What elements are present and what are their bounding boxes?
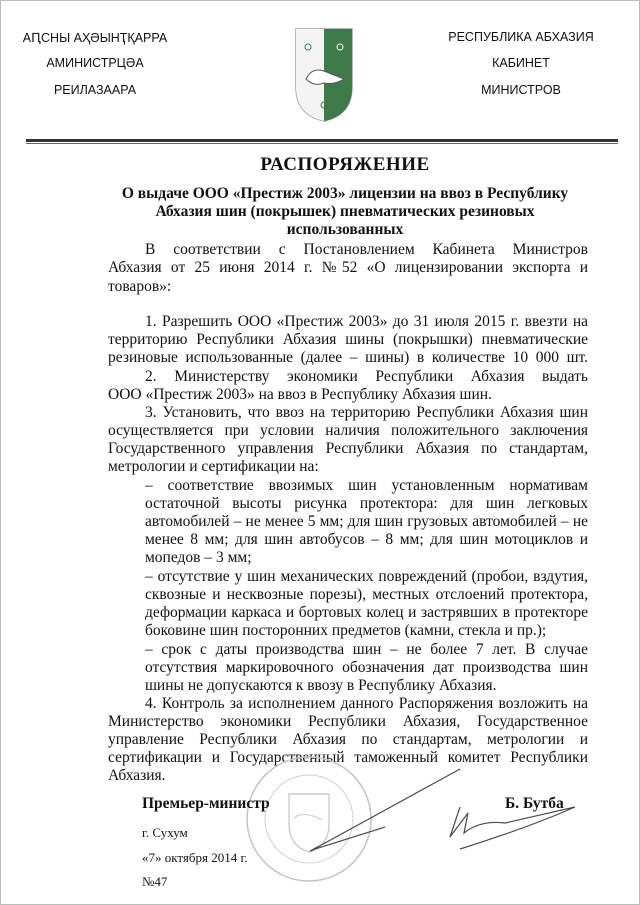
signatory-position: Премьер-министр [142,795,270,812]
body-text-line: – отсутствие у шин механических повреждений (пробои, вздутия, [145,568,588,585]
body-text-line: метрологии и сертификации на: [108,458,319,475]
body-text-line: сквозные и несквозные порезы), местных отслоений протектора, [145,586,588,603]
body-text-line: 1. Разрешить ООО «Престиж 2003» до 31 июля 2015 г. ввезти на [145,313,588,330]
body-text-line: шины не допускаются к ввозу в Республику Абхазия. [145,677,497,694]
body-text-line: Государственного управления Республики Абхазия по стандартам, [108,440,588,457]
body-text-line: – соответствие ввозимых шин установленным нормативам [145,477,588,494]
body-text-line: деформации каркаса и бортовых колец и застрявших в протекторе [145,604,588,621]
document-subtitle-line: Абхазия шин (покрышек) пневматических резиновых [155,203,535,220]
header-left-line-1: АԤСНЫ АҲӘЫНҬҚАРРА [22,31,168,45]
body-text-line: 2. Министерству экономики Республики Абхазия выдать [145,368,588,385]
body-text-line: В соответствии с Постановлением Кабинета Министров [145,241,588,258]
header-left-line-3: РЕИЛАЗААРА [53,83,137,97]
document-subtitle-line: использованных [286,221,404,238]
signatory-name: Б. Бутба [505,795,564,812]
body-text-line: Абхазия от 25 июня 2014 г. №52 «О лицензировании экспорта и [108,259,588,276]
body-text-line: 3. Установить, что ввоз на территорию Республики Абхазия шин [145,404,588,421]
body-text-line: сертификации и Государственный таможенный комитет Республики [108,749,588,766]
header-left-line-2: АМИНИСТРЦӘА [46,56,144,70]
body-text-line: управление Республики Абхазия по стандартам, метрологии и [108,731,588,748]
document-date: «7» октября 2014 г. [142,850,248,865]
body-text-line: осуществляется при условии наличия положительного заключения [108,422,588,439]
body-text-line: товаров»: [108,278,172,295]
document-subtitle-line: О выдаче ООО «Престиж 2003» лицензии на ввоз в Республику [121,185,569,202]
document-title: РАСПОРЯЖЕНИЕ [260,154,430,175]
body-text-line: Абхазия. [108,767,166,784]
body-text-line: 4. Контроль за исполнением данного Распоряжения возложить на [145,695,588,712]
header-rule [26,139,618,142]
body-text-line: боковине шин посторонних предметов (камни, стекла и пр.); [145,622,547,639]
document-number: №47 [142,874,168,889]
document-city: г. Сухум [142,825,188,840]
body-text-line: – срок с даты производства шин – не более 7 лет. В случае [145,641,588,658]
coat-of-arms-icon [294,27,354,123]
body-text-line: ООО «Престиж 2003» на ввоз в Республику Абхазия шин. [108,386,492,403]
header-right-line-1: РЕСПУБЛИКА АБХАЗИЯ [448,30,594,44]
signature [290,765,600,865]
body-text-line: отсутствия маркировочного обозначения дат производства шин [145,659,588,676]
header-rule-thin [26,143,618,144]
body-text-line: мопедов – 3 мм; [145,549,252,566]
body-text-line: автомобилей – не менее 5 мм; для шин грузовых автомобилей – не [145,513,588,530]
body-text-line: резиновые использованные (далее – шины) в количестве 10 000 шт. [108,349,588,366]
body-text-line: менее 8 мм; для шин автобусов – 8 мм; для шин мотоциклов и [145,531,588,548]
header-right-line-2: КАБИНЕТ [492,56,550,70]
body-text-line: остаточной высоты рисунка протектора: для шин легковых [145,495,588,512]
header-right-line-3: МИНИСТРОВ [481,83,561,97]
body-text-line: территорию Республики Абхазия шины (покрышки) пневматические [108,331,588,348]
body-text-line: Министерство экономики Республики Абхазия, Государственное [108,713,588,730]
